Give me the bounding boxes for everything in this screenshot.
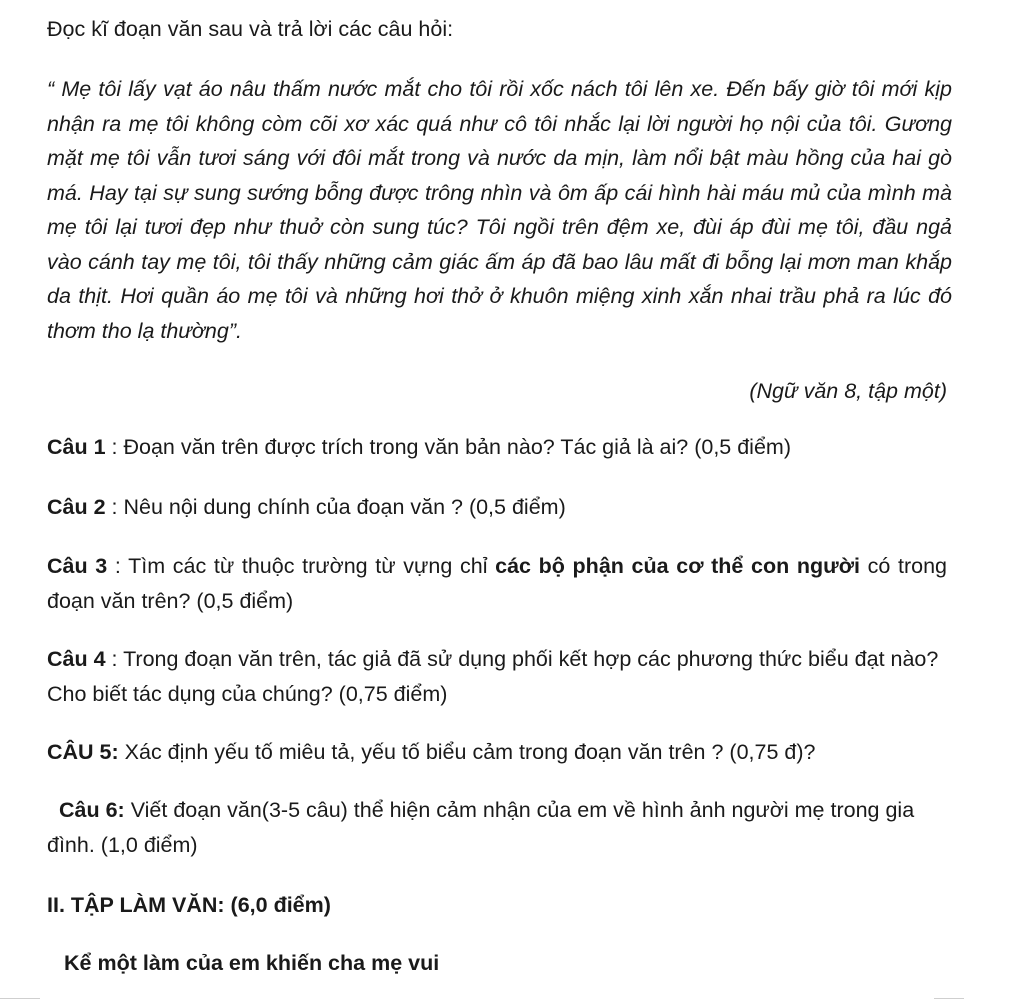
question-2-text: : Nêu nội dung chính của đoạn văn ? (0,5 điểm) (105, 495, 566, 519)
question-4-label: Câu 4 (47, 647, 106, 671)
question-3-label: Câu 3 (47, 554, 108, 578)
question-2-label: Câu 2 (47, 495, 106, 519)
question-1-text: : Đoạn văn trên được trích trong văn bản nào? Tác giả là ai? (0,5 điểm) (105, 435, 791, 459)
question-3-text-before: : Tìm các từ thuộc trường từ vựng chỉ (107, 554, 496, 578)
question-5-text: Xác định yếu tố miêu tả, yếu tố biểu cảm trong đoạn văn trên ? (0,75 đ)? (118, 740, 816, 764)
question-4 (47, 642, 947, 712)
instruction-text: Đọc kĩ đoạn văn sau và trả lời các câu hỏi: (47, 17, 454, 41)
question-3-text-after: có trong đoạn văn trên? (0,5 điểm) (47, 554, 947, 613)
question-4-text: : Trong đoạn văn trên, tác giả đã sử dụng phối kết hợp các phương thức biểu đạt nào? Cho biết tác dụng của chúng? (0,75 điểm) (47, 647, 939, 706)
question-6 (47, 793, 947, 863)
section-2-heading-text: II. TẬP LÀM VĂN: (6,0 điểm) (47, 893, 331, 917)
passage-source: (Ngữ văn 8, tập một) (749, 379, 947, 403)
question-3-bold-phrase: các bộ phận của cơ thể con người (495, 554, 860, 578)
writing-prompt (64, 946, 439, 980)
question-6-text: Viết đoạn văn(3-5 câu) thể hiện cảm nhận của em về hình ảnh người mẹ trong gia đình. (1,0 điểm) (47, 798, 915, 857)
question-1-label: Câu 1 (47, 435, 106, 459)
page-edge-left (0, 998, 40, 1005)
question-5-label: CÂU 5: (47, 740, 119, 764)
writing-prompt-text: Kể một làm của em khiến cha mẹ vui (64, 951, 440, 975)
question-2 (47, 490, 947, 525)
question-1 (47, 430, 947, 465)
question-5 (47, 735, 947, 770)
page-edge-right (934, 998, 964, 1005)
question-6-label: Câu 6: (59, 798, 125, 822)
quoted-passage: “ Mẹ tôi lấy vạt áo nâu thấm nước mắt cho tôi rồi xốc nách tôi lên xe. Đến bấy giờ tôi mới kịp nhận ra mẹ tôi không còm cõi xơ xác quá như cô tôi nhắc lại lời người họ nội của tôi. Gương mặt mẹ tôi vẫn tươi sáng với đôi mắt trong và nước da mịn, làm nổi bật màu hồng của hai gò má. Hay tại sự sung sướng bỗng được trông nhìn và ôm ấp cái hình hài máu mủ của mình mà mẹ tôi lại tươi đẹp như thuở còn sung túc? Tôi ngồi trên đệm xe, đùi áp đùi mẹ tôi, đầu ngả vào cánh tay mẹ tôi, tôi thấy những cảm giác ấm áp đã bao lâu mất đi bỗng lại mơn man khắp da thịt. Hơi quần áo mẹ tôi và những hơi thở ở khuôn miệng xinh xắn nhai trầu phả ra lúc đó thơm tho lạ thường”. (47, 77, 952, 343)
section-2-heading (47, 888, 331, 922)
question-3 (47, 549, 947, 619)
